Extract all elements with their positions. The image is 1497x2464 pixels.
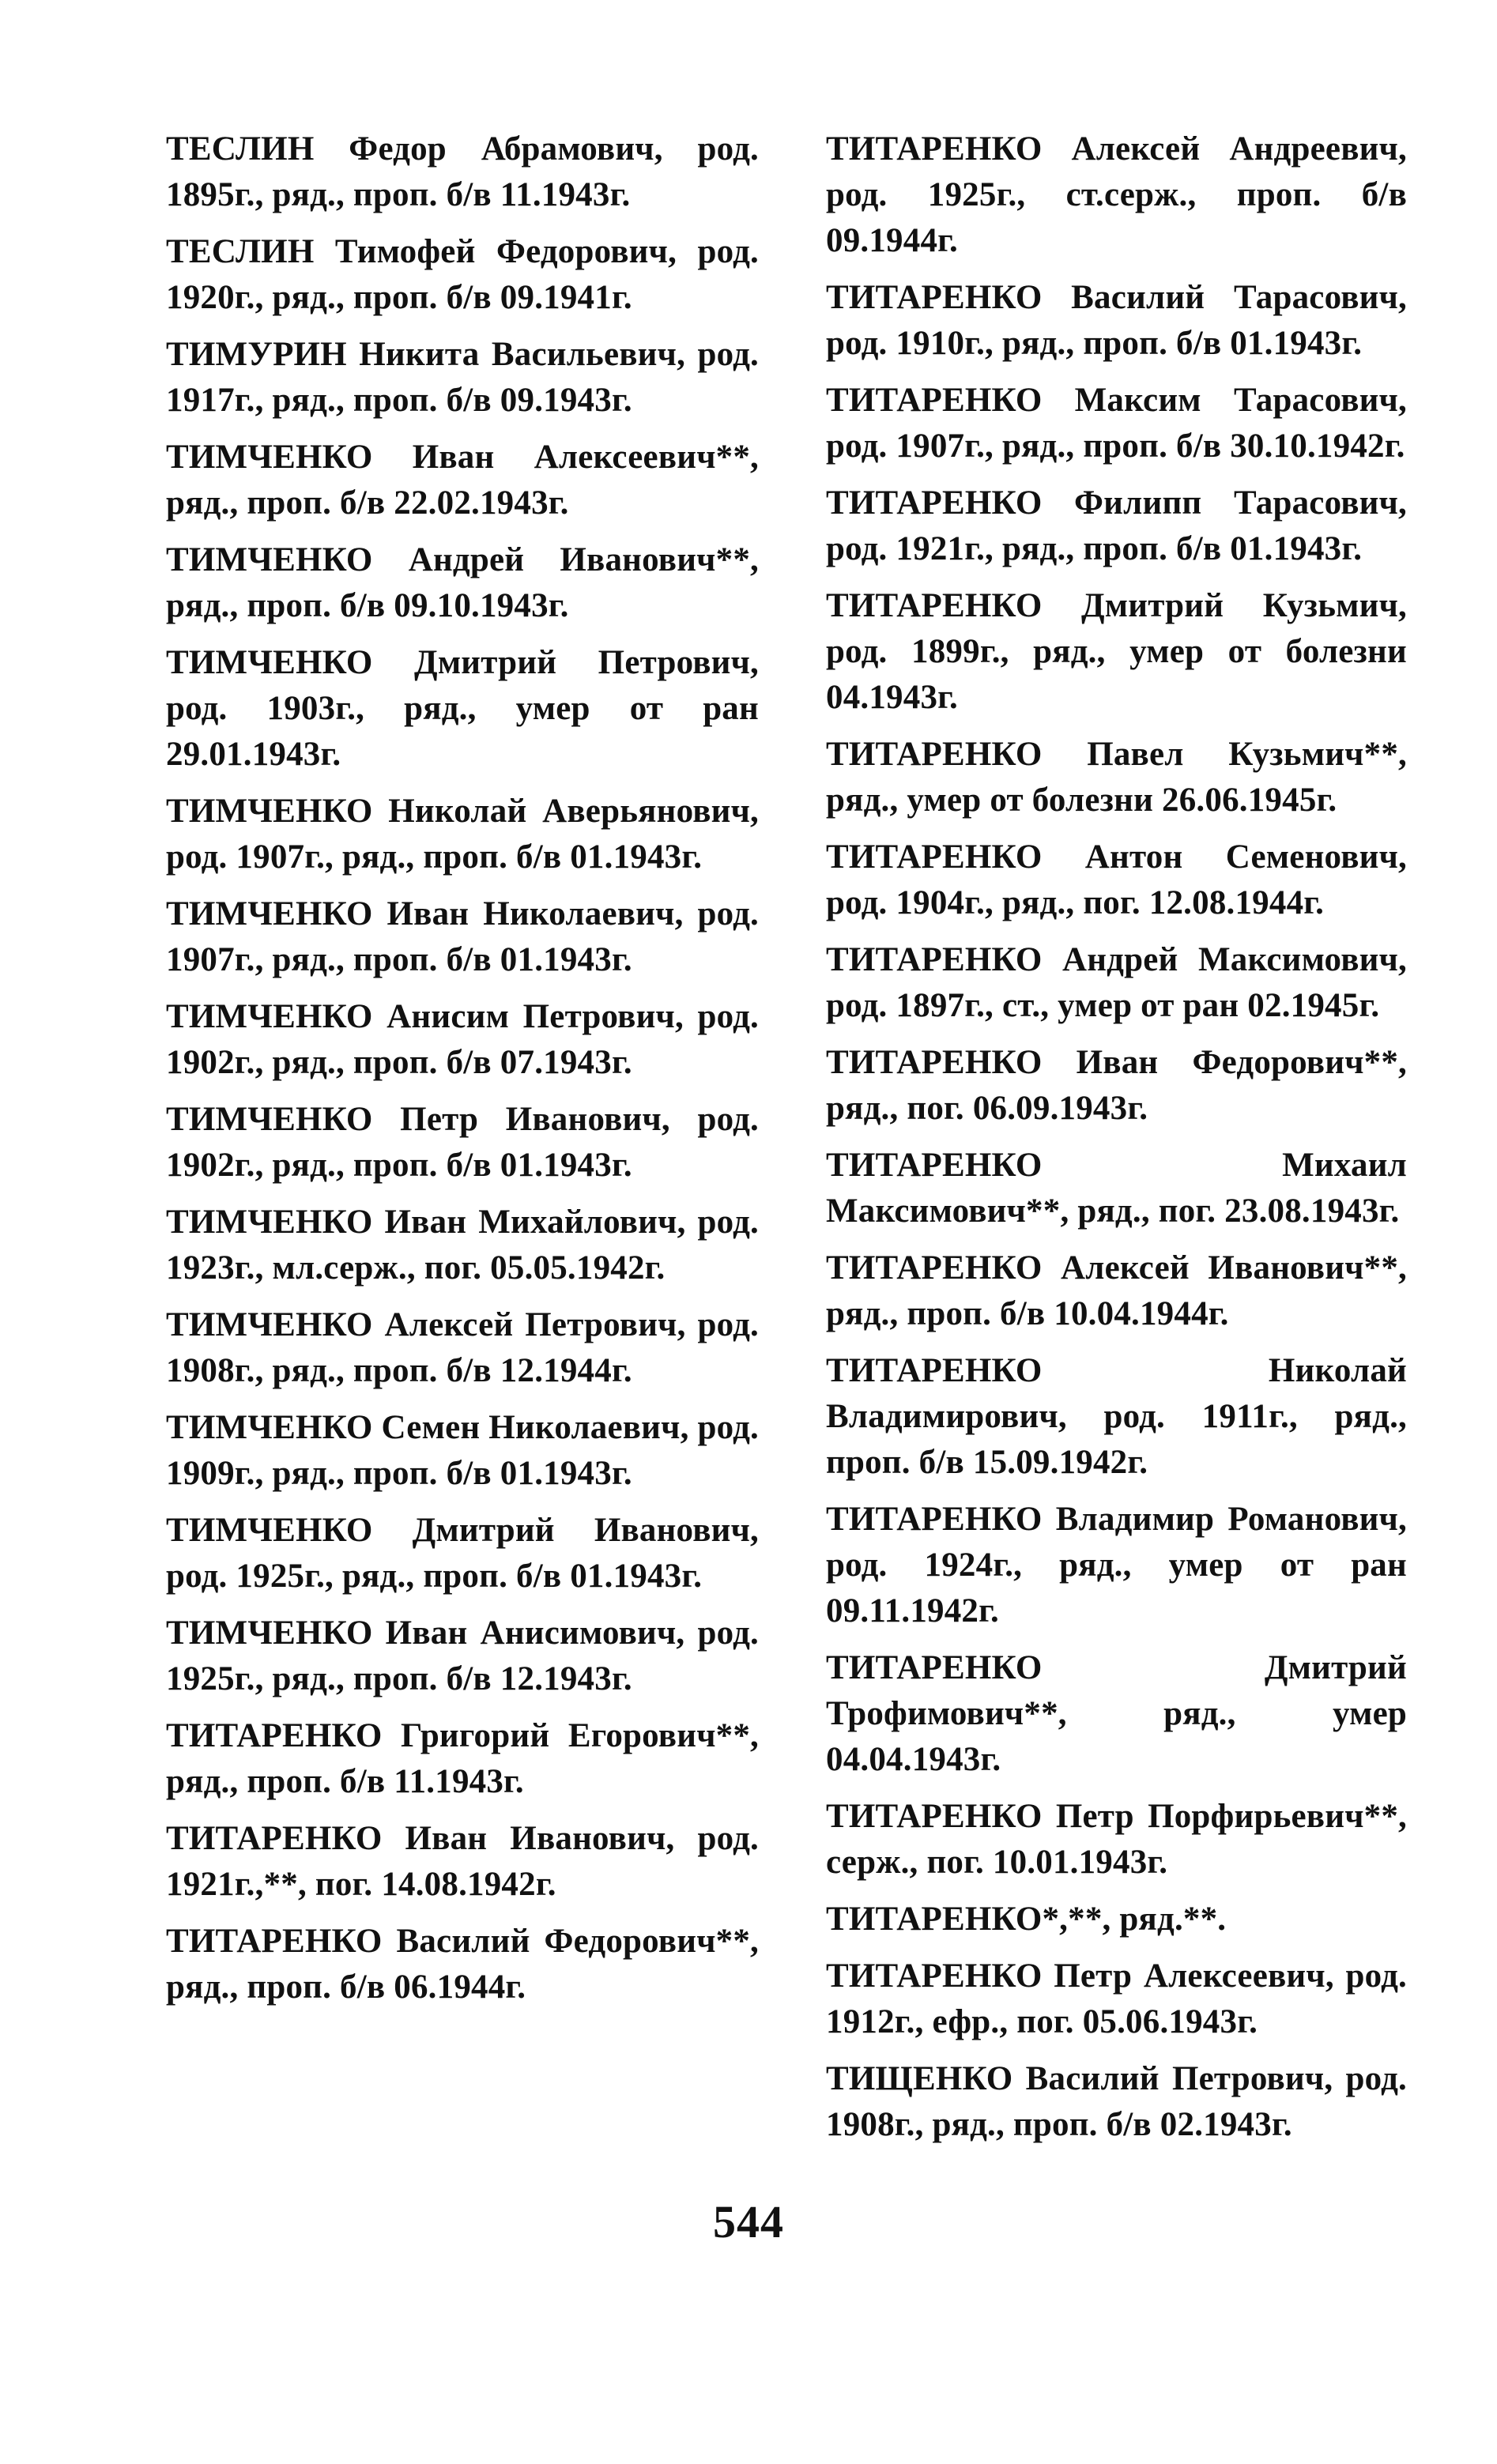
list-item: ТИМЧЕНКО Николай Аверьянович, род. 1907г., ряд., проп. б/в 01.1943г. — [166, 793, 759, 876]
list-item: ТИТАРЕНКО Григорий Егорович**, ряд., проп. б/в 11.1943г. — [166, 1717, 759, 1800]
list-item: ТИТАРЕНКО Николай Владимирович, род. 1911г., ряд., проп. б/в 15.09.1942г. — [826, 1352, 1407, 1481]
list-item: ТИТАРЕНКО Василий Федорович**, ряд., проп. б/в 06.1944г. — [166, 1923, 759, 2006]
list-item: ТИМУРИН Никита Васильевич, род. 1917г., ряд., проп. б/в 09.1943г. — [166, 336, 759, 419]
list-item: ТИТАРЕНКО Алексей Андреевич, род. 1925г., ст.серж., проп. б/в 09.1944г. — [826, 130, 1407, 259]
list-item: ТИТАРЕНКО Антон Семенович, род. 1904г., ряд., пог. 12.08.1944г. — [826, 838, 1407, 921]
list-item: ТИМЧЕНКО Дмитрий Иванович, род. 1925г., ряд., проп. б/в 01.1943г. — [166, 1512, 759, 1595]
list-item: ТИТАРЕНКО Михаил Максимович**, ряд., пог. 23.08.1943г. — [826, 1147, 1407, 1230]
list-item: ТИМЧЕНКО Иван Анисимович, род. 1925г., ряд., проп. б/в 12.1943г. — [166, 1614, 759, 1697]
list-item: ТИТАРЕНКО Филипп Тарасович, род. 1921г., ряд., проп. б/в 01.1943г. — [826, 484, 1407, 567]
list-item: ТИМЧЕНКО Андрей Иванович**, ряд., проп. б/в 09.10.1943г. — [166, 541, 759, 624]
list-item: ТИМЧЕНКО Дмитрий Петрович, род. 1903г., ряд., умер от ран 29.01.1943г. — [166, 644, 759, 773]
right-column — [826, 126, 1407, 2159]
list-item: ТИТАРЕНКО Дмитрий Кузьмич, род. 1899г., ряд., умер от болезни 04.1943г. — [826, 587, 1407, 716]
list-item: ТЕСЛИН Федор Абрамович, род. 1895г., ряд., проп. б/в 11.1943г. — [166, 130, 759, 213]
list-item: ТИТАРЕНКО Дмитрий Трофимович**, ряд., умер 04.04.1943г. — [826, 1649, 1407, 1778]
list-item: ТЕСЛИН Тимофей Федорович, род. 1920г., ряд., проп. б/в 09.1941г. — [166, 233, 759, 316]
list-item: ТИТАРЕНКО Павел Кузьмич**, ряд., умер от болезни 26.06.1945г. — [826, 736, 1407, 819]
list-item: ТИТАРЕНКО Иван Федорович**, ряд., пог. 06.09.1943г. — [826, 1044, 1407, 1127]
list-item: ТИТАРЕНКО Максим Тарасович, род. 1907г., ряд., проп. б/в 30.10.1942г. — [826, 382, 1407, 465]
list-item: ТИМЧЕНКО Анисим Петрович, род. 1902г., ряд., проп. б/в 07.1943г. — [166, 998, 759, 1081]
page-number: 544 — [713, 2196, 784, 2247]
list-item: ТИМЧЕНКО Алексей Петрович, род. 1908г., ряд., проп. б/в 12.1944г. — [166, 1306, 759, 1389]
list-item: ТИМЧЕНКО Петр Иванович, род. 1902г., ряд., проп. б/в 01.1943г. — [166, 1101, 759, 1184]
left-column — [166, 126, 759, 2021]
list-item: ТИЩЕНКО Василий Петрович, род. 1908г., ряд., проп. б/в 02.1943г. — [826, 2060, 1407, 2143]
list-item: ТИТАРЕНКО Петр Алексеевич, род. 1912г., ефр., пог. 05.06.1943г. — [826, 1957, 1407, 2040]
list-item: ТИМЧЕНКО Иван Николаевич, род. 1907г., ряд., проп. б/в 01.1943г. — [166, 895, 759, 978]
list-item: ТИТАРЕНКО Алексей Иванович**, ряд., проп. б/в 10.04.1944г. — [826, 1249, 1407, 1332]
list-item: ТИТАРЕНКО Андрей Максимович, род. 1897г., ст., умер от ран 02.1945г. — [826, 941, 1407, 1024]
list-item: ТИТАРЕНКО Василий Тарасович, род. 1910г., ряд., проп. б/в 01.1943г. — [826, 279, 1407, 362]
list-item: ТИТАРЕНКО Иван Иванович, род. 1921г.,**, пог. 14.08.1942г. — [166, 1820, 759, 1903]
list-item: ТИМЧЕНКО Семен Николаевич, род. 1909г., ряд., проп. б/в 01.1943г. — [166, 1409, 759, 1492]
list-item: ТИТАРЕНКО Владимир Романович, род. 1924г., ряд., умер от ран 09.11.1942г. — [826, 1501, 1407, 1629]
list-item: ТИТАРЕНКО Петр Порфирьевич**, серж., пог. 10.01.1943г. — [826, 1798, 1407, 1881]
list-item: ТИТАРЕНКО*,**, ряд.**. — [826, 1901, 1227, 1938]
list-item: ТИМЧЕНКО Иван Михайлович, род. 1923г., мл.серж., пог. 05.05.1942г. — [166, 1204, 759, 1287]
list-item: ТИМЧЕНКО Иван Алексеевич**, ряд., проп. б/в 22.02.1943г. — [166, 439, 759, 522]
